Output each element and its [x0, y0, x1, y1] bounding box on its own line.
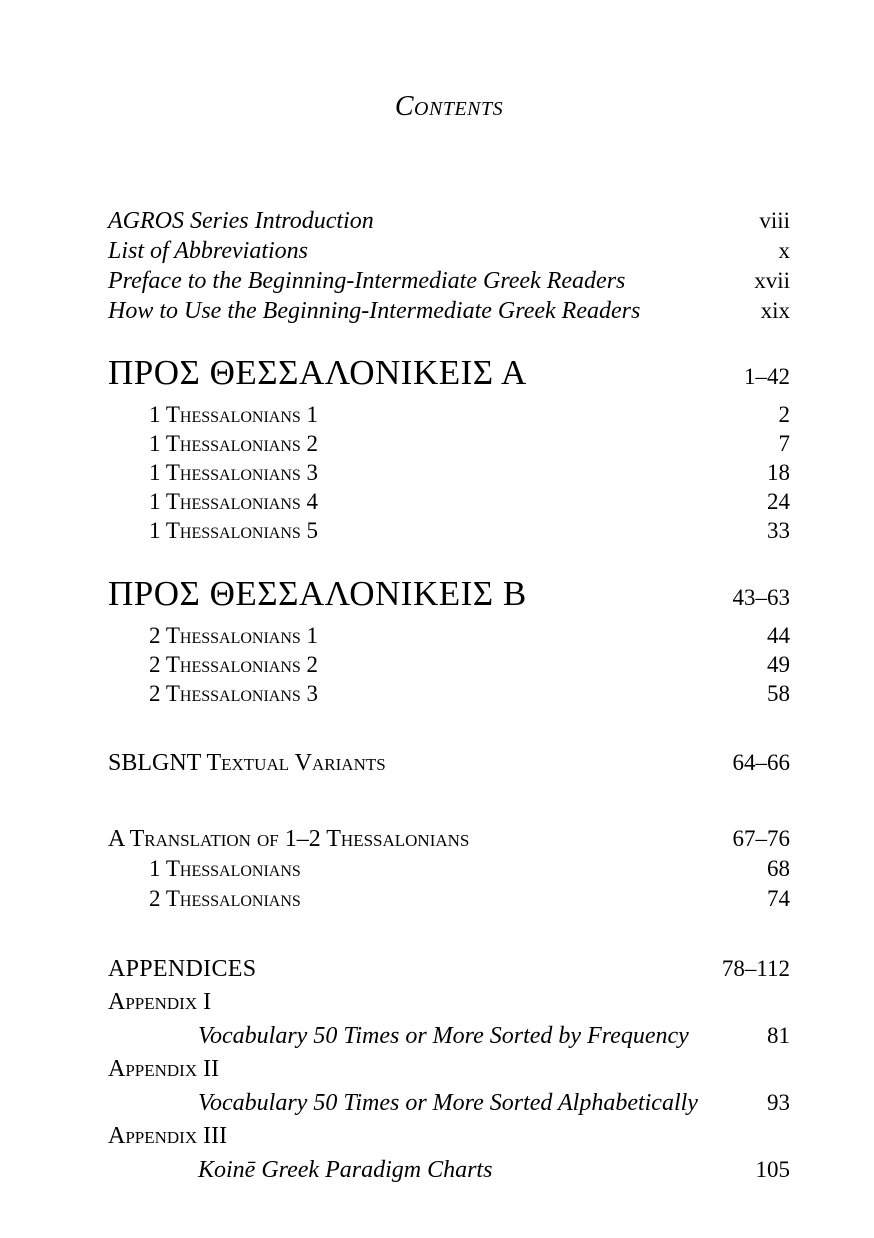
- entry-page-number: 74: [767, 886, 790, 911]
- section-1-thessalonians: [108, 350, 790, 545]
- section-translation: [108, 824, 790, 914]
- section-page-range: 67–76: [732, 826, 790, 851]
- entry-page-number: 105: [755, 1157, 790, 1182]
- entry-label: 2 Thessalonians 3: [149, 681, 319, 706]
- entry-label: 1 Thessalonians 2: [149, 431, 319, 456]
- entry-label: List of Abbreviations: [108, 238, 309, 264]
- toc-row-appendix-title: [108, 1086, 790, 1120]
- toc-row-chapter: [108, 884, 790, 914]
- entry-page-number: x: [778, 238, 790, 263]
- entry-label: Preface to the Beginning-Intermediate Greek Readers: [108, 268, 626, 294]
- toc-row-section-heading: [108, 952, 790, 986]
- appendix-heading: Appendix III: [108, 1123, 228, 1149]
- entry-label: SBLGNT Textual Variants: [108, 750, 386, 776]
- greek-section-title: ΠΡΟΣ ΘΕΣΣΑΛΟΝΙΚΕΙΣ Α: [108, 353, 527, 392]
- section-appendices: [108, 952, 790, 1187]
- entry-page-number: 7: [778, 431, 790, 456]
- entry-label: APPENDICES: [108, 956, 257, 982]
- page-title: Contents: [394, 91, 504, 122]
- entry-page-number: 68: [767, 856, 790, 881]
- toc-row-appendix-heading: [108, 1053, 790, 1086]
- toc-row-appendix-heading: [108, 1120, 790, 1153]
- front-matter-list: [108, 206, 790, 326]
- toc-row-chapter: [108, 679, 790, 708]
- section-page-range: 43–63: [732, 585, 790, 610]
- toc-row-chapter: [108, 650, 790, 679]
- entry-label: Koinē Greek Paradigm Charts: [198, 1157, 493, 1183]
- entry-page-number: 44: [767, 623, 790, 648]
- entry-label: 1 Thessalonians: [149, 856, 301, 881]
- entry-page-number: 81: [767, 1023, 790, 1048]
- entry-label: 2 Thessalonians 2: [149, 652, 319, 677]
- toc-row-chapter: [108, 400, 790, 429]
- section-page-range: 64–66: [732, 750, 790, 775]
- toc-row-appendix-title: [108, 1019, 790, 1053]
- entry-page-number: xix: [760, 298, 790, 323]
- entry-label: Vocabulary 50 Times or More Sorted Alphabetically: [198, 1090, 698, 1116]
- entry-label: 1 Thessalonians 1: [149, 402, 319, 427]
- toc-row-front-matter: [108, 296, 790, 326]
- toc-row-section-heading: [108, 350, 790, 400]
- toc-row-appendix-heading: [108, 986, 790, 1019]
- entry-label: How to Use the Beginning-Intermediate Greek Readers: [108, 298, 641, 324]
- entry-label: A Translation of 1–2 Thessalonians: [108, 826, 470, 852]
- toc-row-section-heading: [108, 571, 790, 621]
- entry-label: 1 Thessalonians 3: [149, 460, 319, 485]
- entry-page-number: 33: [767, 518, 790, 543]
- entry-label: 1 Thessalonians 5: [149, 518, 319, 543]
- entry-page-number: 93: [767, 1090, 790, 1115]
- toc-row-front-matter: [108, 266, 790, 296]
- entry-label: Vocabulary 50 Times or More Sorted by Frequency: [198, 1023, 689, 1049]
- toc-row-chapter: [108, 487, 790, 516]
- toc-row-section-heading: [108, 824, 790, 854]
- toc-row-chapter: [108, 516, 790, 545]
- section-2-thessalonians: [108, 571, 790, 708]
- toc-row-front-matter: [108, 236, 790, 266]
- entry-page-number: viii: [759, 208, 790, 233]
- entry-page-number: 58: [767, 681, 790, 706]
- toc-row-chapter: [108, 429, 790, 458]
- appendix-heading: Appendix II: [108, 1056, 220, 1082]
- entry-page-number: 24: [767, 489, 790, 514]
- entry-label: AGROS Series Introduction: [108, 208, 374, 234]
- section-page-range: 1–42: [744, 364, 790, 389]
- toc-row-sblgnt-variants: [108, 748, 790, 778]
- appendix-heading: Appendix I: [108, 989, 212, 1015]
- entry-page-number: 49: [767, 652, 790, 677]
- entry-page-number: 18: [767, 460, 790, 485]
- toc-row-front-matter: [108, 206, 790, 236]
- toc-row-chapter: [108, 854, 790, 884]
- toc-row-chapter: [108, 458, 790, 487]
- entry-label: 2 Thessalonians: [149, 886, 301, 911]
- entry-page-number: xvii: [754, 268, 790, 293]
- section-page-range: 78–112: [721, 956, 790, 981]
- greek-section-title: ΠΡΟΣ ΘΕΣΣΑΛΟΝΙΚΕΙΣ Β: [108, 574, 527, 613]
- toc-row-appendix-title: [108, 1153, 790, 1187]
- toc-row-chapter: [108, 621, 790, 650]
- entry-page-number: 2: [778, 402, 790, 427]
- entry-label: 2 Thessalonians 1: [149, 623, 319, 648]
- entry-label: 1 Thessalonians 4: [149, 489, 319, 514]
